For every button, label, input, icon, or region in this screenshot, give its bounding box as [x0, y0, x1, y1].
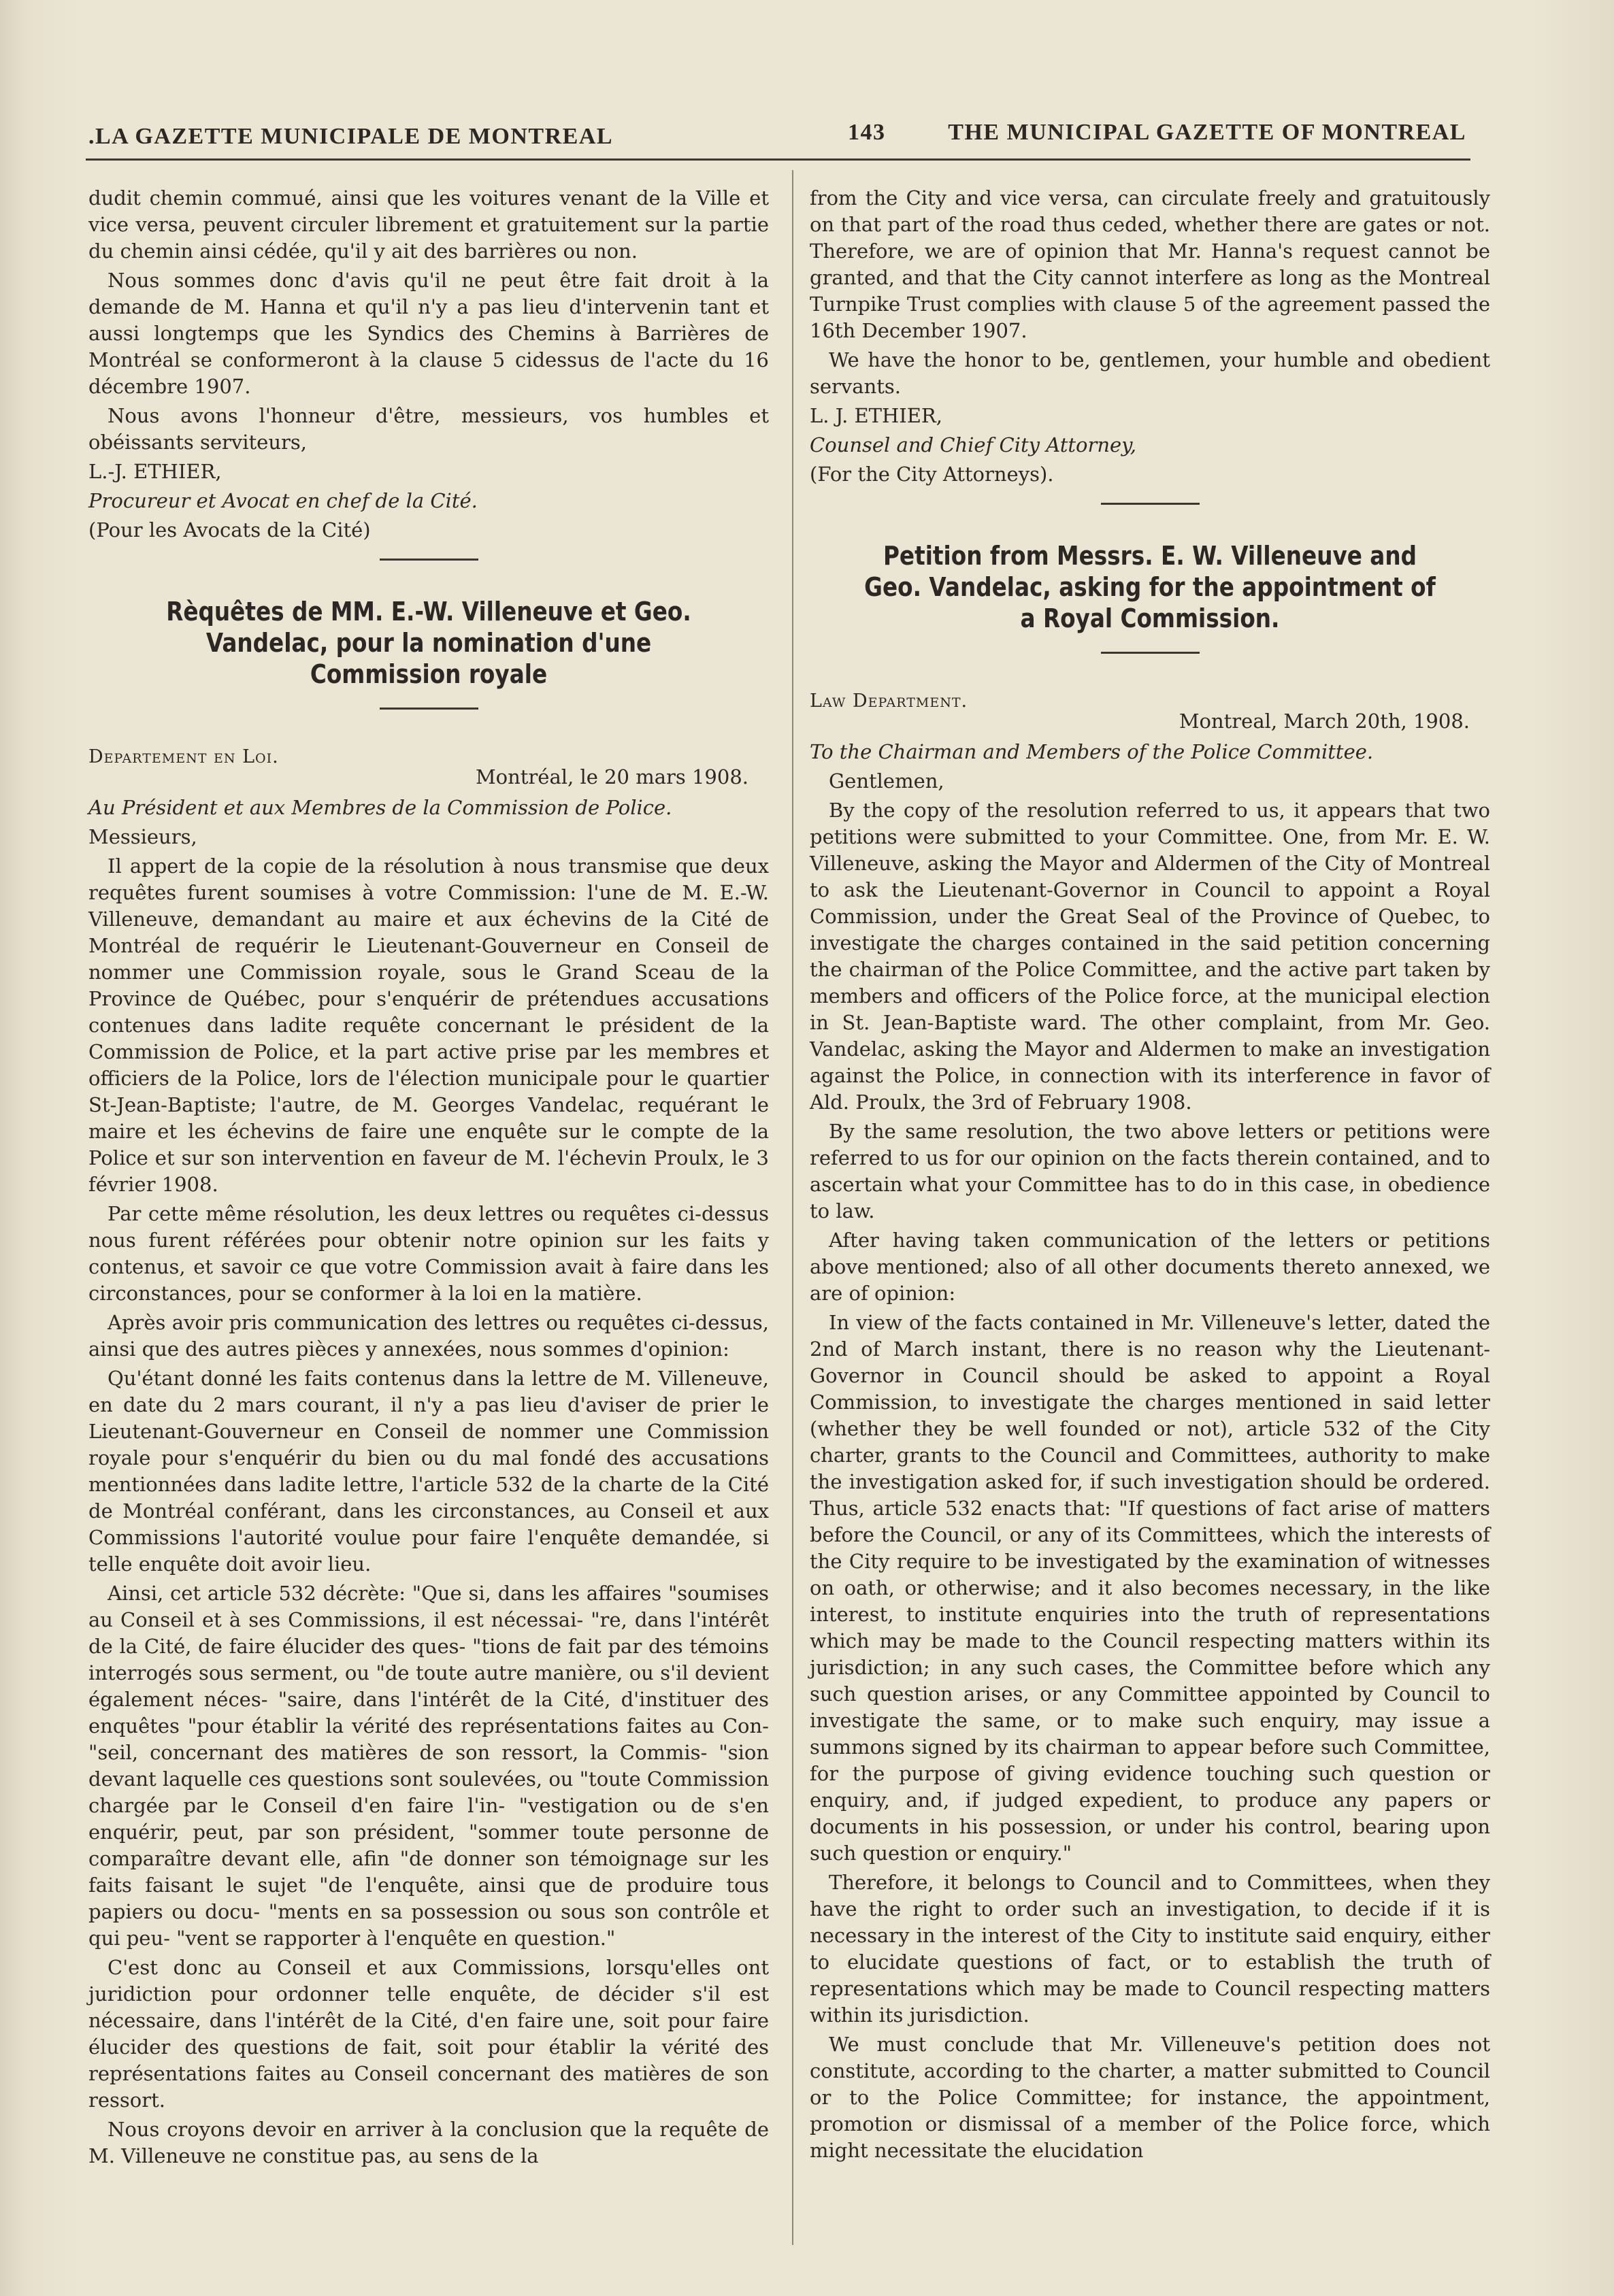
- heading-rule: [1101, 652, 1200, 654]
- paragraph: Il appert de la copie de la résolution à nous transmise que deux requêtes furent soumises à votre Commission: l'une de M. E.-W. Villeneuve, demandant au maire et aux échevins de la Cité de Montréal de requérir le Lieutenant-Gouverneur en Conseil de nommer une Commission royale, sous le Grand Sceau de la Province de Québec, pour s'enquérir de prétendues accusations contenues dans ladite requête concernant le président de la Commission de Police, et la part active prise par les membres et officiers de la Police, lors de l'élection municipale pour le quartier St-Jean-Baptiste; l'autre, de M. Georges Vandelac, requérant le maire et les échevins de faire une enquête sur le compte de la Police et sur son intervention en faveur de M. l'échevin Proulx, le 3 février 1908.: [88, 854, 769, 1196]
- paragraph: After having taken communication of the letters or petitions above mentioned; also of all other documents thereto annexed, we are of opinion:: [810, 1229, 1490, 1305]
- signature-title: Procureur et Avocat en chef de la Cité.: [88, 489, 478, 512]
- paragraph: from the City and vice versa, can circulate freely and gratuitously on that part of the road thus ceded, whether there are gates or not. Therefore, we are of opinion that Mr. Hanna's request cannot be granted, and that the City cannot interfere as long as the Montreal Turnpike Trust complies with clause 5 of the agreement passed the 16th December 1907.: [810, 186, 1490, 342]
- column-divider: [792, 170, 793, 2245]
- paragraph: dudit chemin commué, ainsi que les voitures venant de la Ville et vice versa, peuvent circuler librement et gratuitement sur la partie du chemin ainsi cédée, qu'il y ait des barrières ou non.: [88, 186, 769, 263]
- paragraph: Nous sommes donc d'avis qu'il ne peut être fait droit à la demande de M. Hanna et qu'il n'y a pas lieu d'intervenin tant et aussi longtemps que les Syndics des Chemins à Barrières de Montréal se conformeront à la clause 5 cidessus de l'acte du 16 décembre 1907.: [88, 269, 769, 398]
- french-column: [88, 185, 769, 2172]
- paragraph: Après avoir pris communication des lettres ou requêtes ci-dessus, ainsi que des autres pièces y annexées, nous sommes d'opinion:: [88, 1311, 769, 1361]
- paragraph: Ainsi, cet article 532 décrète: "Que si, dans les affaires "soumises au Conseil et à ses Commissions, il est nécessai- "re, dans l'intérêt de la Cité, de faire élucider des ques- "tions de fait par des témoins interrogés sous serment, ou "de toute autre manière, ou s'il devient également néces- "saire, dans l'intérêt de la Cité, d'instituer des enquêtes "pour établir la vérité des représentations faites au Con- "seil, concernant des matières de son ressort, la Commis- "sion devant laquelle ces questions sont soulevées, ou "toute Commission chargée par le Conseil d'en faire l'in- "vestigation ou de s'en enquérir, peut, par son président, "sommer toute personne de comparaître devant elle, afin "de donner son témoignage sur les faits faisant le sujet "de l'enquête, ainsi que de produire tous papiers ou docu- "ments en sa possession ou sous son contrôle et qui peu- "vent se rapporter à l'enquête en question.": [88, 1582, 769, 1950]
- section-rule: [380, 559, 478, 561]
- section-heading: Petition from Messrs. E. W. Villeneuve and Geo. Vandelac, asking for the appointment of a Royal Commission.: [864, 541, 1436, 633]
- section-heading: Rèquêtes de MM. E.-W. Villeneuve et Geo. Vandelac, pour la nomination d'une Commission royale: [166, 597, 691, 689]
- addressee: Au Président et aux Membres de la Commission de Police.: [88, 796, 672, 819]
- signature-title: Counsel and Chief City Attorney,: [810, 433, 1136, 456]
- page-number: 143: [848, 120, 886, 145]
- letter-date: Montréal, le 20 mars 1908.: [475, 765, 748, 788]
- paragraph: Qu'étant donné les faits contenus dans la lettre de M. Villeneuve, en date du 2 mars courant, il n'y a pas lieu d'aviser de prier le Lieutenant-Gouverneur en Conseil de nommer une Commission royale pour s'enquérir du bien ou du mal fondé des accusations mentionnées dans ladite lettre, l'article 532 de la charte de la Cité de Montréal conférant, dans les circonstances, au Conseil et aux Commissions l'autorité voulue pour faire l'enquête demandée, si telle enquête doit avoir lieu.: [88, 1367, 769, 1576]
- header-english-title: THE MUNICIPAL GAZETTE OF MONTREAL: [948, 120, 1466, 145]
- paragraph: By the same resolution, the two above letters or petitions were referred to us for our opinion on the facts therein contained, and to ascertain what your Committee has to do in this case, in obedience to law.: [810, 1120, 1490, 1222]
- paragraph: We must conclude that Mr. Villeneuve's petition does not constitute, according to the charter, a matter submitted to Council or to the Police Committee; for instance, the appointment, promotion or dismissal of a member of the Police force, which might necessitate the elucidation: [810, 2033, 1490, 2162]
- letter-date: Montreal, March 20th, 1908.: [1179, 710, 1470, 733]
- paragraph: By the copy of the resolution referred to us, it appears that two petitions were submitted to your Committee. One, from Mr. E. W. Villeneuve, asking the Mayor and Aldermen of the City of Montreal to ask the Lieutenant-Governor in Council to appoint a Royal Commission, under the Great Seal of the Province of Quebec, to investigate the charges contained in the said petition concerning the chairman of the Police Committee, and the active part taken by members and officers of the Police force, at the municipal election in St. Jean-Baptiste ward. The other complaint, from Mr. Geo. Vandelac, asking the Mayor and Aldermen to make an investigation against the Police, in connection with its interference in favor of Ald. Proulx, the 3rd of February 1908.: [810, 799, 1490, 1114]
- signature-for: (For the City Attorneys).: [810, 463, 1054, 486]
- english-column: [810, 185, 1490, 2167]
- header-rule: [86, 159, 1470, 161]
- salutation: Gentlemen,: [829, 769, 944, 793]
- paragraph: Therefore, it belongs to Council and to Committees, when they have the right to order such an investigation, to decide if it is necessary in the interest of the City to institute said enquiry, either to elucidate questions of fact, or to establish the truth of representations which may be made to Council respecting matters within its jurisdiction.: [810, 1871, 1490, 2027]
- dateline: [88, 744, 769, 791]
- header-french-title: .LA GAZETTE MUNICIPALE DE MONTREAL: [88, 124, 614, 149]
- paragraph: We have the honor to be, gentlemen, your humble and obedient servants.: [810, 348, 1490, 398]
- paragraph: Par cette même résolution, les deux lettres ou requêtes ci-dessus nous furent référées pour obtenir notre opinion sur les faits y contenus, et savoir ce que votre Commission avait à faire dans les circonstances, pour se conformer à la loi en la matière.: [88, 1202, 769, 1305]
- salutation: Messieurs,: [88, 825, 197, 848]
- dateline: [810, 688, 1490, 735]
- section-rule: [1101, 503, 1200, 505]
- signature-name: L.-J. ETHIER,: [88, 460, 222, 483]
- heading-rule: [380, 708, 478, 710]
- addressee: To the Chairman and Members of the Police Committee.: [810, 740, 1374, 763]
- paragraph: Nous avons l'honneur d'être, messieurs, vos humbles et obéissants serviteurs,: [88, 404, 769, 454]
- signature-name: L. J. ETHIER,: [810, 404, 942, 427]
- paragraph: C'est donc au Conseil et aux Commissions, lorsqu'elles ont juridiction pour ordonner telle enquête, de décider s'il est nécessaire, dans l'intérêt de la Cité, d'en faire une, soit pour faire élucider des questions de fait, soit pour établir la vérité des représentations faites au Conseil concernant des matières de son ressort.: [88, 1956, 769, 2112]
- department-label: Law Department.: [810, 691, 968, 712]
- page-header: [82, 114, 1466, 155]
- paragraph: In view of the facts contained in Mr. Villeneuve's letter, dated the 2nd of March instant, there is no reason why the Lieutenant-Governor in Council should be asked to appoint a Royal Commission, to investigate the charges mentioned in said letter (whether they be well founded or not), article 532 of the City charter, grants to the Council and Committees, authority to make the investigation asked for, if such investigation should be ordered. Thus, article 532 enacts that: "If questions of fact arise of matters before the Council, or any of its Committees, which the interests of the City require to be investigated by the examination of witnesses on oath, or otherwise; and it also becomes necessary, in the like interest, to institute enquiries into the truth of representations which may be made to the Council respecting matters within its jurisdiction; in any such cases, the Committee before which any such question arises, or any Committee appointed by Council to investigate the same, or to make such enquiry, may issue a summons signed by its chairman to appear before such Committee, for the purpose of giving evidence touching such question or enquiry, and, if judged expedient, to produce any papers or documents in his possession, or under his control, bearing upon such question or enquiry.": [810, 1311, 1490, 1865]
- signature-for: (Pour les Avocats de la Cité): [88, 518, 371, 542]
- department-label: Departement en Loi.: [88, 746, 279, 767]
- paragraph: Nous croyons devoir en arriver à la conclusion que la requête de M. Villeneuve ne constitue pas, au sens de la: [88, 2118, 769, 2167]
